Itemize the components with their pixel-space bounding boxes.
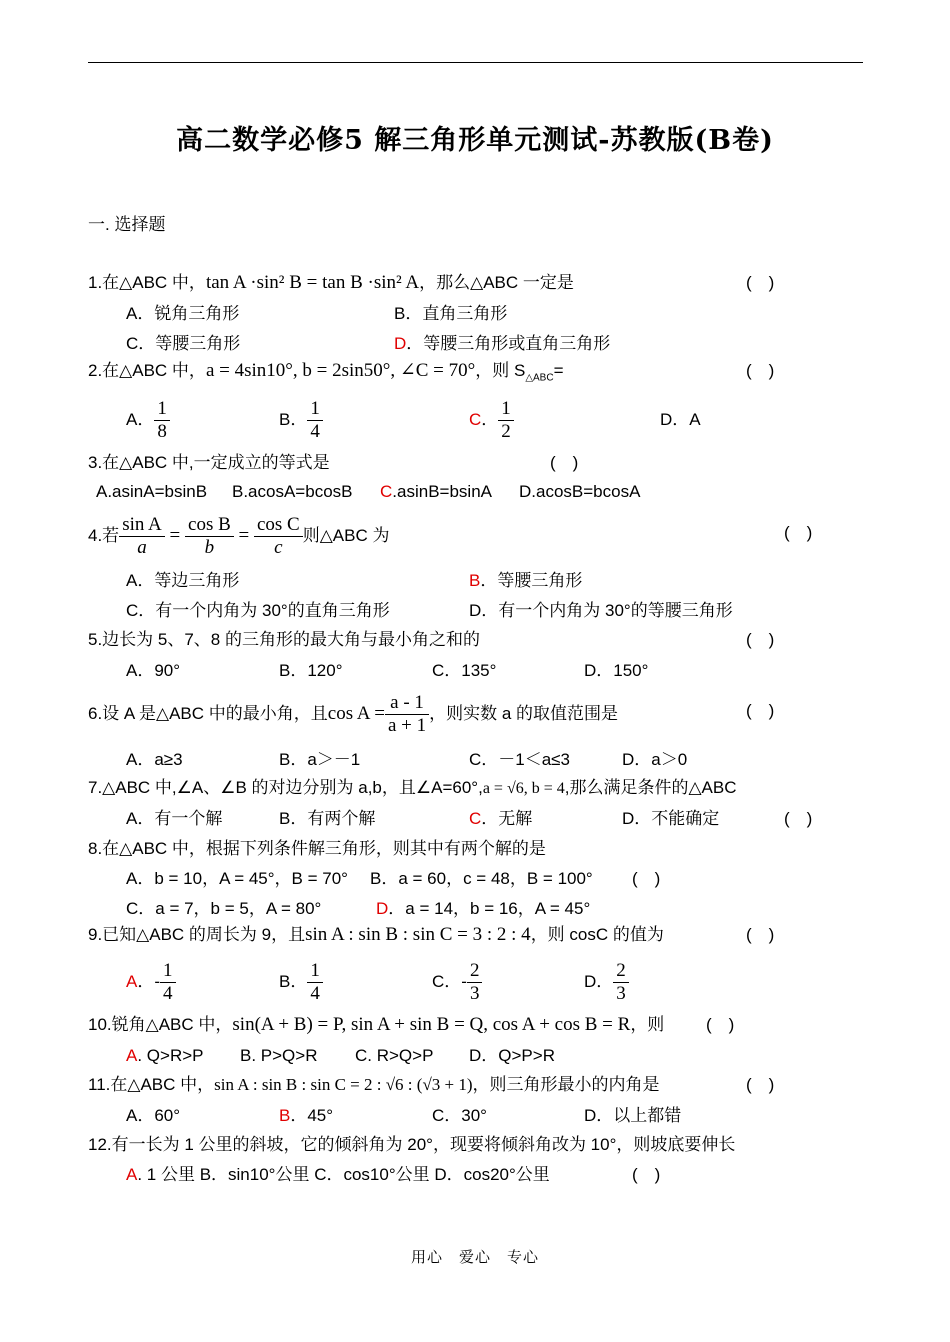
question-2-option-c-letter: C — [469, 410, 482, 429]
question-11-option-c: C．30° — [432, 1106, 487, 1125]
page-title: 高二数学必修5 解三角形单元测试-苏教版(B卷) — [176, 125, 774, 156]
question-9-option-a — [126, 958, 176, 1006]
question-10-option-a-letter: A — [126, 1046, 138, 1065]
fraction-denominator: 4 — [307, 420, 323, 443]
question-2-option-a-fraction — [154, 398, 170, 443]
question-9-option-a-letter: A — [126, 972, 138, 991]
question-3: 3.在△ABC 中,一定成立的等式是 — [88, 453, 330, 472]
question-6-option-b: B．a＞－1 — [279, 750, 361, 769]
question-9-option-b-fraction — [307, 960, 323, 1005]
question-11-option-b-letter: B — [279, 1106, 291, 1125]
fraction-numerator: a - 1 — [390, 692, 424, 714]
page-footer: 用心 爱心 专心 — [410, 1248, 539, 1266]
question-9-option-a-fraction — [160, 960, 176, 1005]
fraction-numerator: sin A — [122, 514, 162, 536]
question-10-option-a — [126, 1045, 203, 1067]
question-6-prefix: 6.设 A 是△ABC 中的最小角，且 — [88, 704, 328, 723]
question-4-fraction-2 — [185, 514, 234, 559]
question-2-equals: = — [553, 361, 564, 380]
question-11-option-a: A．60° — [126, 1106, 181, 1125]
question-4-fraction-3 — [254, 514, 303, 559]
question-10-option-d: D．Q>P>R — [469, 1046, 555, 1065]
question-3-option-b: B.acosA=bcosB — [232, 482, 353, 501]
question-4-option-a: A．等边三角形 — [126, 571, 240, 590]
question-9-option-d-label: D． — [584, 972, 614, 991]
question-3-option-c-text: .asinB=bsinA — [392, 482, 492, 501]
question-7-option-a: A．有一个解 — [126, 809, 223, 828]
fraction-denominator: a + 1 — [385, 714, 429, 737]
question-11-option-b — [279, 1105, 333, 1127]
fraction-denominator: b — [185, 536, 234, 559]
fraction-denominator: c — [254, 536, 303, 559]
section-heading: 一. 选择题 — [88, 215, 166, 234]
question-10-option-a-text: . Q>R>P — [137, 1046, 204, 1065]
fraction-numerator: cos C — [256, 514, 300, 536]
question-8-option-b: B．a = 60，c = 48，B = 100° — [370, 869, 593, 888]
fraction-numerator: 2 — [616, 960, 626, 982]
question-3-option-c — [380, 481, 492, 503]
question-10-answer-paren: ( ) — [706, 1015, 735, 1034]
question-3-option-c-letter: C — [380, 482, 393, 501]
question-9-option-b-label: B． — [279, 972, 308, 991]
question-8-option-d-text: ．a = 14，b = 16，A = 45° — [388, 899, 591, 918]
question-3-option-d: D.acosB=bcosA — [519, 482, 641, 501]
question-2-option-a-label: A． — [126, 410, 155, 429]
question-4-option-c: C．有一个内角为 30°的直角三角形 — [126, 601, 390, 620]
question-4-answer-paren: ( ) — [784, 523, 813, 542]
question-11-formula: sin A : sin B : sin C = 2 : √6 : (√3 + 1) — [214, 1075, 473, 1094]
question-8-option-d-letter: D — [376, 899, 389, 918]
question-7 — [88, 777, 737, 800]
question-5-answer-paren: ( ) — [746, 630, 775, 649]
question-11-answer-paren: ( ) — [746, 1075, 775, 1094]
question-9-option-d-fraction — [613, 960, 629, 1005]
question-8: 8.在△ABC 中，根据下列条件解三角形，则其中有两个解的是 — [88, 839, 546, 858]
question-1-option-d-text: ．等腰三角形或直角三角形 — [406, 334, 611, 353]
question-5-option-d: D．150° — [584, 661, 649, 680]
question-11-option-b-text: ．45° — [290, 1106, 334, 1125]
question-12-options — [126, 1164, 550, 1186]
question-8-option-c: C．a = 7，b = 5，A = 80° — [126, 899, 322, 918]
fraction-denominator: a — [119, 536, 165, 559]
question-11-suffix: ，则三角形最小的内角是 — [472, 1075, 660, 1094]
question-7-formula: a = √6, b = 4 — [482, 780, 565, 797]
question-2-option-d: D．A — [660, 410, 701, 429]
question-8-option-d — [376, 898, 590, 920]
question-12-options-text: . 1 公里 B．sin10°公里 C．cos10°公里 D．cos20°公里 — [137, 1165, 550, 1184]
question-3-answer-paren: ( ) — [550, 453, 579, 472]
question-9-option-d — [584, 958, 629, 1006]
question-1-option-b: B．直角三角形 — [394, 304, 508, 323]
question-12-answer-paren: ( ) — [632, 1165, 661, 1184]
question-2-formula: a = 4sin10°, b = 2sin50°, ∠C = 70° — [205, 360, 476, 381]
question-5: 5.边长为 5、7、8 的三角形的最大角与最小角之和的 — [88, 630, 480, 649]
question-7-option-b: B．有两个解 — [279, 809, 376, 828]
question-1-formula: tan A ·sin² B = tan B ·sin² A — [205, 272, 420, 293]
question-2-option-c — [469, 396, 514, 444]
question-2-prefix: 2.在△ABC 中， — [88, 361, 206, 380]
fraction-denominator: 4 — [307, 982, 323, 1005]
question-4: 4.若 $\frac{\text{sin A}}{a}$ = $\frac{\text{cos B}}{b}$ = $\frac{\text{cos C}}{c}$ 则△ABC 为 — [88, 514, 390, 559]
question-1-answer-paren: ( ) — [746, 273, 775, 292]
question-9-prefix: 9.已知△ABC 的周长为 9，且 — [88, 925, 306, 944]
question-1-option-a: A．锐角三角形 — [126, 304, 240, 323]
question-9-option-c-fraction — [467, 960, 483, 1005]
question-6-suffix: ，则实数 a 的取值范围是 — [429, 704, 619, 723]
question-4-suffix: 则△ABC 为 — [302, 526, 390, 545]
question-2 — [88, 360, 564, 389]
question-1-option-d — [394, 333, 610, 355]
question-7-prefix: 7.△ABC 中,∠A、∠B 的对边分别为 a,b，且∠A=60°, — [88, 778, 483, 797]
question-2-option-b-fraction — [307, 398, 323, 443]
question-7-option-c-text: ．无解 — [481, 809, 533, 828]
question-7-option-c — [469, 808, 532, 830]
question-6-option-a: A．a≥3 — [126, 750, 183, 769]
question-11-option-d: D．以上都错 — [584, 1106, 682, 1125]
question-2-option-b-label: B． — [279, 410, 308, 429]
fraction-numerator: cos B — [188, 514, 231, 536]
question-4-option-b — [469, 570, 582, 592]
question-5-option-a: A．90° — [126, 661, 181, 680]
question-5-option-b: B．120° — [279, 661, 343, 680]
question-1-prefix: 1.在△ABC 中， — [88, 273, 206, 292]
question-7-answer-paren: ( ) — [784, 809, 813, 828]
question-9-option-c-label: C．- — [432, 972, 467, 991]
question-4-prefix: 4.若 — [88, 526, 120, 545]
question-1-option-c: C．等腰三角形 — [126, 334, 241, 353]
question-6-answer-paren: ( ) — [746, 701, 775, 720]
fraction-numerator: 1 — [310, 398, 320, 420]
question-6-option-d: D．a＞0 — [622, 750, 688, 769]
fraction-numerator: 1 — [163, 960, 173, 982]
question-9-answer-paren: ( ) — [746, 925, 775, 944]
question-4-option-d: D．有一个内角为 30°的等腰三角形 — [469, 601, 733, 620]
question-10-option-c: C. R>Q>P — [355, 1046, 434, 1065]
fraction-denominator: 2 — [498, 420, 514, 443]
question-12: 12.有一长为 1 公里的斜坡，它的倾斜角为 20°，现要将倾斜角改为 10°，则坡底要伸长 — [88, 1135, 736, 1154]
question-1 — [88, 272, 574, 294]
question-7-option-d: D．不能确定 — [622, 809, 720, 828]
question-2-subscript: △ABC — [525, 372, 554, 384]
question-11-prefix: 11.在△ABC 中， — [88, 1075, 215, 1094]
question-9-suffix: ，则 cosC 的值为 — [530, 925, 664, 944]
question-2-option-c-label: ． — [481, 410, 499, 429]
question-1-option-d-letter: D — [394, 334, 407, 353]
question-6 — [88, 690, 618, 738]
question-6-option-c: C．－1＜a≤3 — [469, 750, 570, 769]
question-12-option-a-letter: A — [126, 1165, 138, 1184]
question-6-formula: cos A = — [327, 703, 385, 724]
question-11 — [88, 1074, 660, 1096]
question-1-suffix: ，那么△ABC 一定是 — [419, 273, 574, 292]
question-4-option-b-text: ．等腰三角形 — [480, 571, 583, 590]
fraction-denominator: 3 — [467, 982, 483, 1005]
question-8-answer-paren: ( ) — [632, 869, 661, 888]
question-10-option-b: B. P>Q>R — [240, 1046, 318, 1065]
question-10-prefix: 10.锐角△ABC 中， — [88, 1015, 233, 1034]
question-9-option-c — [432, 958, 482, 1006]
fraction-denominator: 3 — [613, 982, 629, 1005]
question-2-option-c-fraction — [498, 398, 514, 443]
question-6-fraction — [385, 692, 429, 737]
question-2-answer-paren: ( ) — [746, 361, 775, 380]
question-10-formula: sin(A + B) = P, sin A + sin B = Q, cos A + cos B = R — [232, 1014, 631, 1035]
question-10-suffix: ，则 — [630, 1015, 665, 1034]
fraction-numerator: 2 — [469, 960, 480, 982]
header-rule — [88, 62, 863, 63]
question-5-option-c: C．135° — [432, 661, 497, 680]
fraction-numerator: 1 — [310, 960, 320, 982]
question-9-formula: sin A : sin B : sin C = 3 : 2 : 4 — [305, 924, 531, 945]
question-4-fraction-1 — [119, 514, 165, 559]
question-2-option-a — [126, 396, 170, 444]
question-8-option-a: A．b = 10，A = 45°，B = 70° — [126, 869, 348, 888]
question-9-option-a-label: ．- — [137, 972, 161, 991]
question-9 — [88, 924, 664, 946]
question-2-option-b — [279, 396, 323, 444]
fraction-denominator: 8 — [154, 420, 170, 443]
fraction-denominator: 4 — [160, 982, 176, 1005]
fraction-numerator: 1 — [157, 398, 167, 420]
question-7-option-c-letter: C — [469, 809, 482, 828]
fraction-numerator: 1 — [501, 398, 511, 420]
question-4-option-b-letter: B — [469, 571, 481, 590]
question-3-option-a: A.asinA=bsinB — [96, 482, 208, 501]
question-7-suffix: ,那么满足条件的△ABC — [564, 778, 737, 797]
question-10 — [88, 1014, 664, 1036]
question-2-suffix: ，则 S — [475, 361, 526, 380]
question-9-option-b — [279, 958, 323, 1006]
